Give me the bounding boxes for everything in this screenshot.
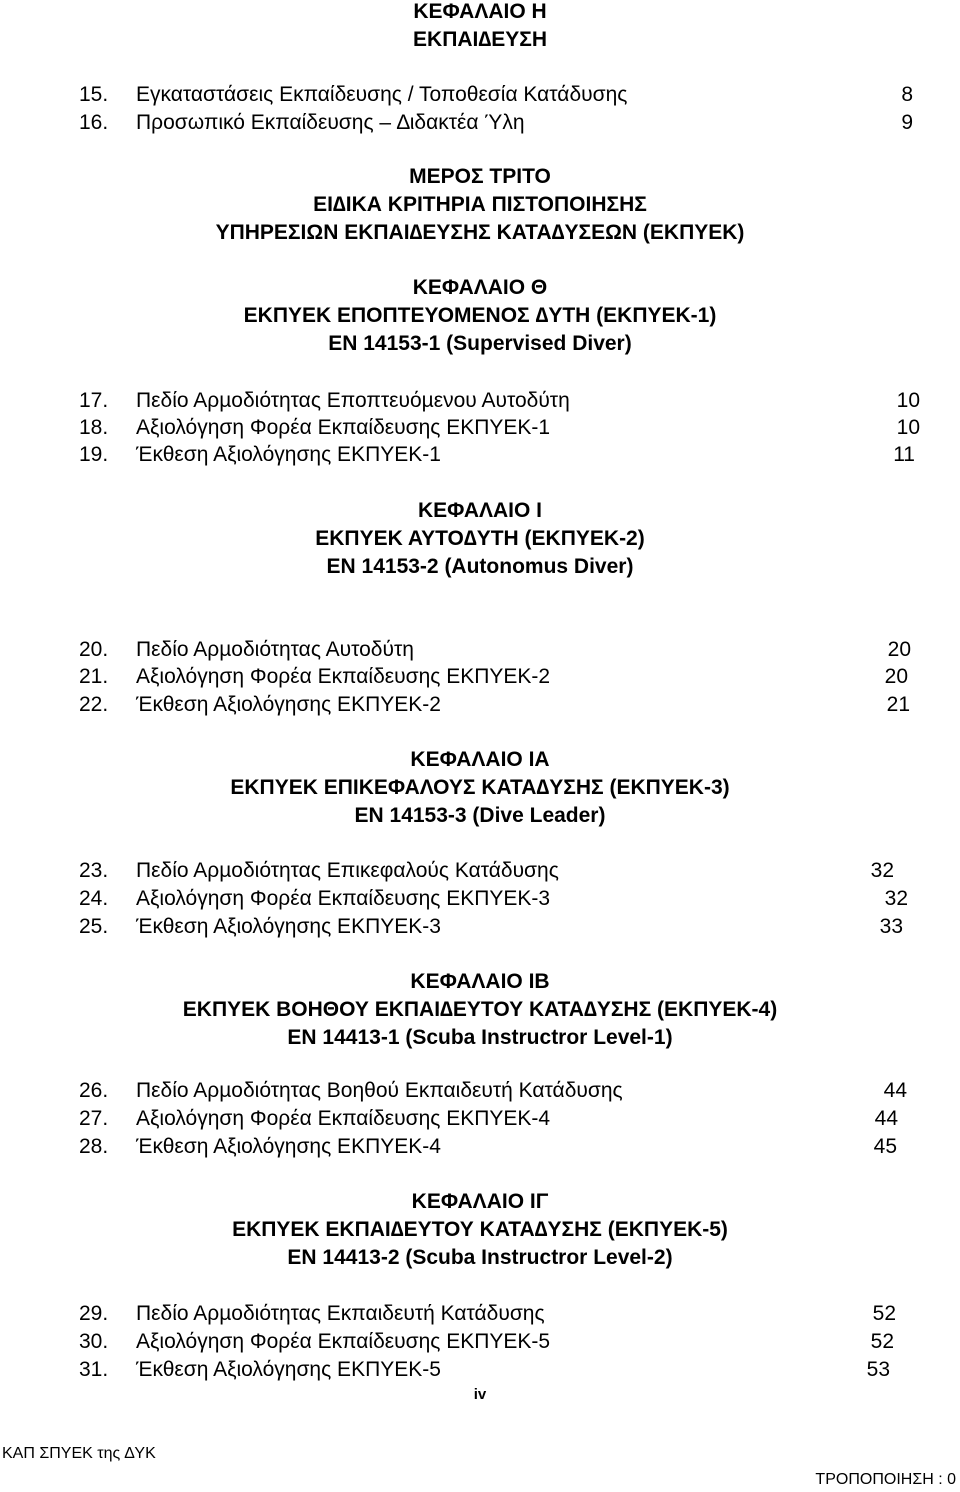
chapter-heading: ΚΕΦΑΛΑΙΟ ΙΒ (410, 970, 550, 993)
chapter-subtitle: ΕΚΠΥΕΚ ΕΠΙΚΕΦΑΛΟΥΣ ΚΑΤΑ∆ΥΣΗΣ (ΕΚΠΥΕΚ-3) (230, 776, 730, 799)
page-number: iv (473, 1386, 487, 1403)
part-subtitle: ΥΠΗΡΕΣΙΩΝ ΕΚΠΑΙ∆ΕΥΣΗΣ ΚΑΤΑ∆ΥΣΕΩΝ (ΕΚΠΥΕΚ) (215, 221, 745, 244)
entry-number: 28. (79, 1135, 109, 1158)
entry-title: Αξιολόγηση Φορέα Εκπαίδευσης ΕΚΠΥΕΚ-5 (136, 1330, 551, 1353)
entry-page: 10 (896, 389, 920, 412)
entry-number: 19. (79, 443, 109, 466)
entry-page: 52 (870, 1330, 894, 1353)
toc-entry[interactable] (0, 692, 960, 718)
entry-page: 20 (887, 638, 911, 661)
entry-title: Έκθεση Αξιολόγησης ΕΚΠΥΕΚ-3 (136, 915, 441, 938)
toc-entry[interactable] (0, 1134, 960, 1160)
entry-title: Έκθεση Αξιολόγησης ΕΚΠΥΕΚ-1 (136, 443, 441, 466)
toc-entry[interactable] (0, 82, 960, 108)
entry-page: 11 (893, 443, 915, 466)
chapter-heading: ΚΕΦΑΛΑΙΟ ΙΓ (411, 1190, 549, 1213)
chapter-subtitle: ΕΚΠΑΙ∆ΕΥΣΗ (413, 28, 547, 51)
entry-page: 52 (872, 1302, 896, 1325)
entry-title: Πεδίο Αρµοδιότητας Αυτοδύτη (136, 638, 414, 661)
toc-entry[interactable] (0, 415, 960, 441)
toc-entry[interactable] (0, 1357, 960, 1383)
toc-entry[interactable] (0, 1106, 960, 1132)
entry-number: 27. (79, 1107, 109, 1130)
entry-title: Πεδίο Αρµοδιότητας Βοηθού Εκπαιδευτή Κατάδυσης (136, 1079, 623, 1102)
chapter-standard: EN 14413-2 (Scuba Instructror Level-2) (287, 1246, 673, 1269)
entry-title: Πεδίο Αρµοδιότητας Εκπαιδευτή Κατάδυσης (136, 1302, 545, 1325)
entry-number: 31. (79, 1358, 109, 1381)
chapter-heading: ΚΕΦΑΛΑΙΟ Η (413, 0, 547, 23)
entry-title: Έκθεση Αξιολόγησης ΕΚΠΥΕΚ-2 (136, 693, 441, 716)
toc-entry[interactable] (0, 442, 960, 468)
entry-title: Αξιολόγηση Φορέα Εκπαίδευσης ΕΚΠΥΕΚ-3 (136, 887, 551, 910)
entry-page: 9 (901, 111, 913, 134)
toc-entry[interactable] (0, 1078, 960, 1104)
entry-page: 33 (879, 915, 903, 938)
chapter-standard: EN 14153-1 (Supervised Diver) (328, 332, 632, 355)
chapter-standard: EN 14153-3 (Dive Leader) (354, 804, 606, 827)
entry-number: 25. (79, 915, 109, 938)
chapter-subtitle: ΕΚΠΥΕΚ ΕΠΟΠΤΕΥΟΜΕΝΟΣ ∆ΥΤΗ (ΕΚΠΥΕΚ-1) (243, 304, 717, 327)
entry-title: Προσωπικό Εκπαίδευσης – ∆ιδακτέα Ύλη (136, 111, 525, 134)
entry-number: 16. (79, 111, 109, 134)
entry-title: Έκθεση Αξιολόγησης ΕΚΠΥΕΚ-4 (136, 1135, 441, 1158)
entry-page: 53 (866, 1358, 890, 1381)
chapter-subtitle: ΕΚΠΥΕΚ ΕΚΠΑΙ∆ΕΥΤΟΥ ΚΑΤΑ∆ΥΣΗΣ (ΕΚΠΥΕΚ-5) (232, 1218, 728, 1241)
footer-left: ΚΑΠ ΣΠΥΕΚ της ∆ΥΚ (2, 1445, 156, 1462)
entry-title: Πεδίο Αρµοδιότητας Επικεφαλούς Κατάδυσης (136, 859, 559, 882)
entry-page: 45 (873, 1135, 897, 1158)
entry-title: Αξιολόγηση Φορέα Εκπαίδευσης ΕΚΠΥΕΚ-4 (136, 1107, 551, 1130)
footer-right: ΤΡΟΠΟΠΟΙΗΣΗ : 0 (815, 1471, 956, 1488)
entry-title: Πεδίο Αρµοδιότητας Εποπτευόµενου Αυτοδύτη (136, 389, 570, 412)
chapter-heading: ΚΕΦΑΛΑΙΟ Ι (417, 499, 543, 522)
entry-title: Έκθεση Αξιολόγησης ΕΚΠΥΕΚ-5 (136, 1358, 441, 1381)
chapter-heading: ΚΕΦΑΛΑΙΟ ΙΑ (410, 748, 550, 771)
entry-title: Αξιολόγηση Φορέα Εκπαίδευσης ΕΚΠΥΕΚ-2 (136, 665, 551, 688)
toc-entry[interactable] (0, 1329, 960, 1355)
entry-page: 8 (901, 83, 913, 106)
entry-number: 24. (79, 887, 109, 910)
entry-page: 32 (884, 887, 908, 910)
chapter-subtitle: ΕΚΠΥΕΚ ΑΥΤΟ∆ΥΤΗ (ΕΚΠΥΕΚ-2) (315, 527, 645, 550)
toc-entry[interactable] (0, 664, 960, 690)
entry-number: 23. (79, 859, 109, 882)
entry-number: 15. (79, 83, 109, 106)
entry-number: 26. (79, 1079, 109, 1102)
chapter-subtitle: ΕΚΠΥΕΚ ΒΟΗΘΟΥ ΕΚΠΑΙ∆ΕΥΤΟΥ ΚΑΤΑ∆ΥΣΗΣ (ΕΚΠΥΕΚ-4) (182, 998, 778, 1021)
entry-page: 44 (874, 1107, 898, 1130)
entry-title: Αξιολόγηση Φορέα Εκπαίδευσης ΕΚΠΥΕΚ-1 (136, 416, 551, 439)
toc-entry[interactable] (0, 858, 960, 884)
entry-number: 17. (79, 389, 109, 412)
entry-number: 22. (79, 693, 109, 716)
entry-title: Εγκαταστάσεις Εκπαίδευσης / Τοποθεσία Κατάδυσης (136, 83, 628, 106)
toc-entry[interactable] (0, 914, 960, 940)
entry-number: 18. (79, 416, 109, 439)
toc-entry[interactable] (0, 388, 960, 414)
toc-entry[interactable] (0, 886, 960, 912)
toc-entry[interactable] (0, 110, 960, 136)
entry-page: 44 (883, 1079, 907, 1102)
chapter-standard: EN 14413-1 (Scuba Instructror Level-1) (287, 1026, 673, 1049)
part-subtitle: ΕΙ∆ΙΚΑ ΚΡΙΤΗΡΙΑ ΠΙΣΤΟΠΟΙΗΣΗΣ (313, 193, 647, 216)
entry-page: 21 (886, 693, 910, 716)
entry-number: 29. (79, 1302, 109, 1325)
chapter-heading: ΚΕΦΑΛΑΙΟ Θ (412, 276, 548, 299)
entry-page: 20 (884, 665, 908, 688)
toc-entry[interactable] (0, 637, 960, 663)
toc-entry[interactable] (0, 1301, 960, 1327)
entry-page: 32 (870, 859, 894, 882)
part-heading: ΜΕΡΟΣ ΤΡΙΤΟ (409, 165, 551, 188)
entry-number: 20. (79, 638, 109, 661)
chapter-standard: EN 14153-2 (Autonomus Diver) (326, 555, 634, 578)
entry-number: 30. (79, 1330, 109, 1353)
entry-number: 21. (79, 665, 109, 688)
entry-page: 10 (896, 416, 920, 439)
